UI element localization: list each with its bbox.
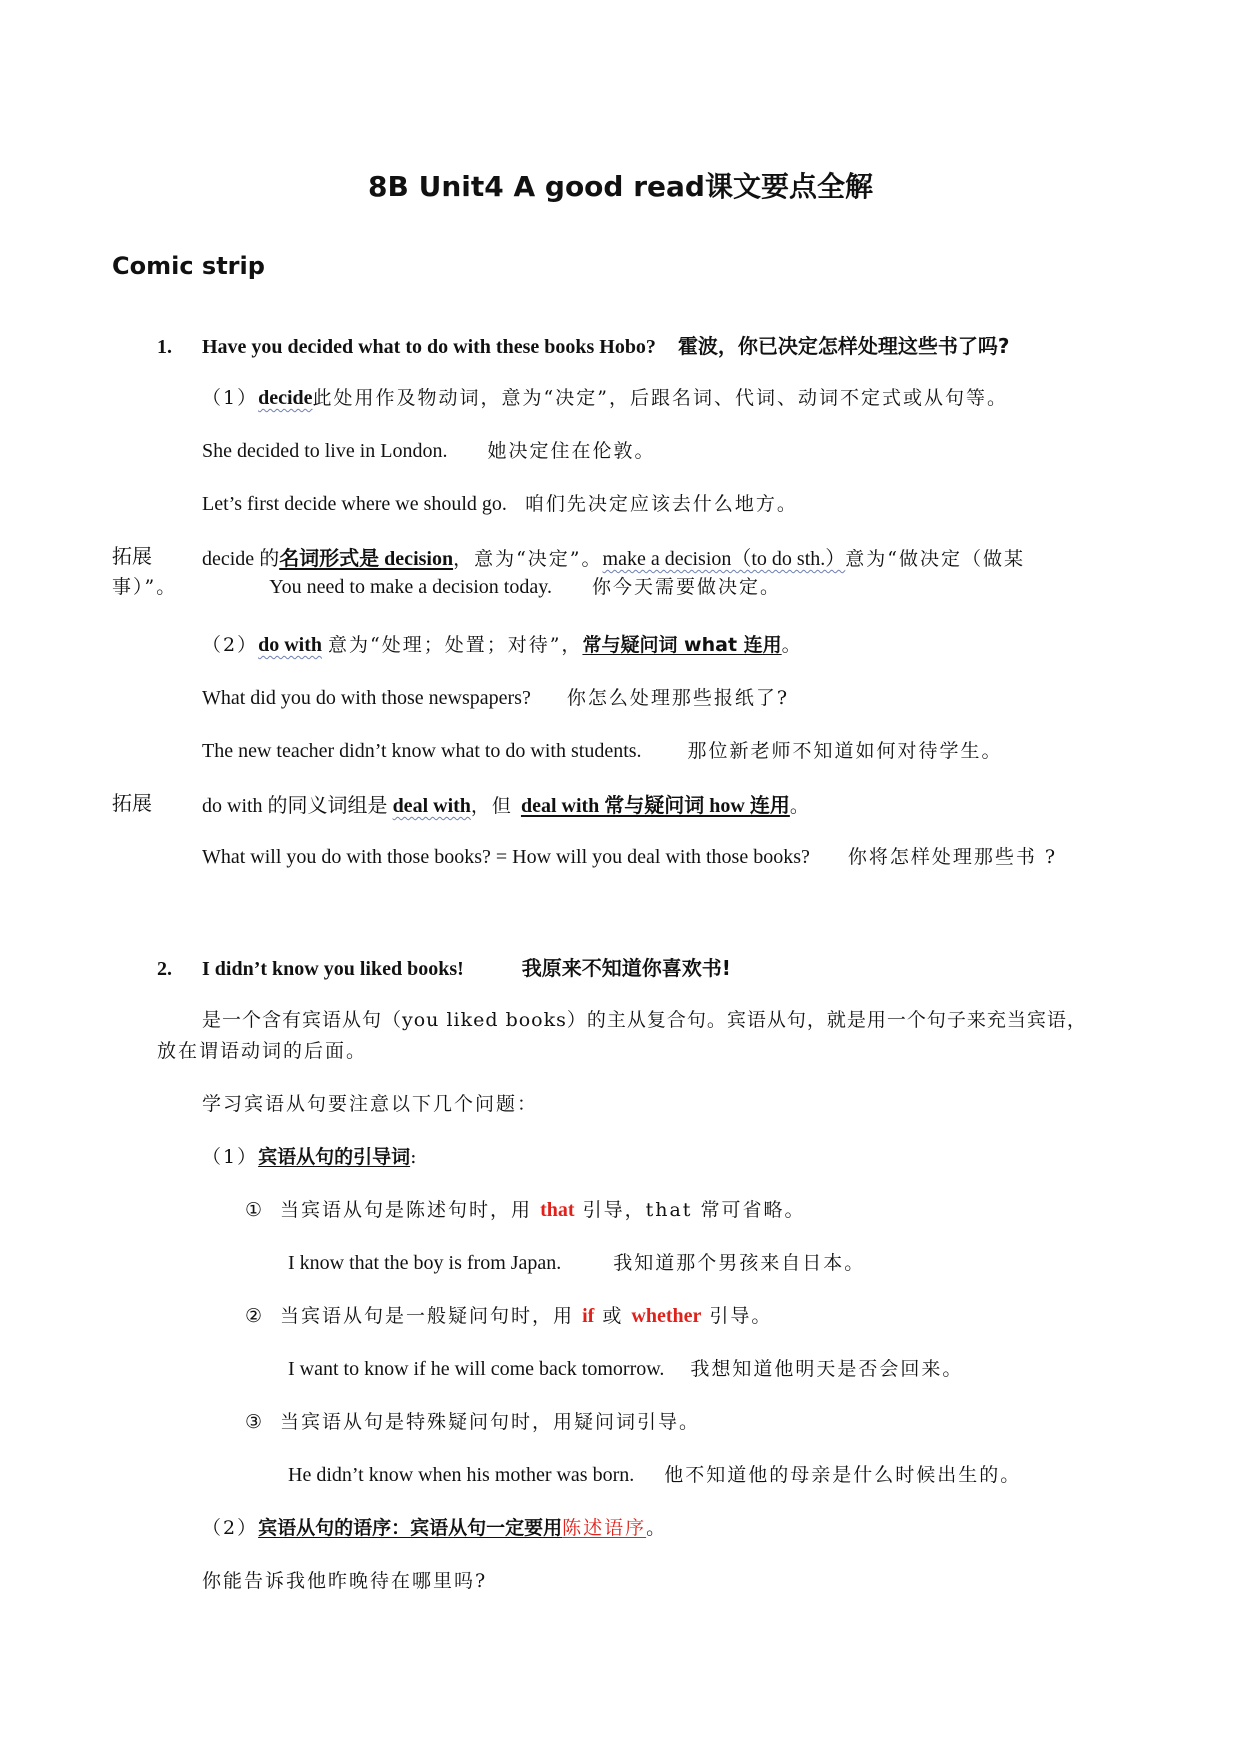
- subheading: 宾语从句的语序：宾语从句一定要用: [258, 1517, 563, 1539]
- q2-english: I didn’t know you liked books!: [202, 958, 464, 980]
- note-text: 学习宾语从句要注意以下几个问题：: [202, 1093, 539, 1115]
- q1-point1: [202, 383, 1008, 410]
- example-line: [288, 1460, 1021, 1487]
- extension-line: [202, 789, 811, 818]
- extension-text: 。: [789, 795, 811, 817]
- declarative-word-order: 陈述语序: [562, 1517, 647, 1539]
- example-english: You need to make a decision today.: [269, 576, 552, 598]
- extension-line: [202, 542, 1025, 571]
- point-text: 。: [646, 1517, 668, 1539]
- q2-chinese: 我原来不知道你喜欢书!: [521, 956, 731, 980]
- q2-heading: [157, 952, 731, 981]
- extension-text: do with 的同义词组是: [202, 795, 393, 817]
- example-line: [202, 736, 1003, 763]
- example-english: I want to know if he will come back tomorrow.: [288, 1358, 665, 1380]
- example-english: What did you do with those newspapers?: [202, 687, 531, 709]
- usage-note: deal with 常与疑问词 how 连用: [520, 795, 790, 817]
- point-prefix: （1）: [202, 1146, 259, 1168]
- case-marker: ②: [245, 1305, 265, 1327]
- case-3: [245, 1407, 700, 1434]
- extension-text: 意为“做决定（做某: [845, 548, 1025, 570]
- extension-text: 事）”。: [112, 576, 178, 598]
- example-chinese: 咱们先决定应该去什么地方。: [524, 493, 798, 515]
- point-prefix: （2）: [202, 1517, 259, 1539]
- case-text: 引导。: [701, 1305, 773, 1327]
- example-line: [202, 683, 789, 710]
- case-2: [245, 1301, 772, 1328]
- example-chinese: 他不知道他的母亲是什么时候出生的。: [664, 1464, 1022, 1486]
- q1-number: 1.: [157, 336, 172, 358]
- point-text: :: [410, 1146, 419, 1168]
- extension-text: ，意为“决定”。: [453, 548, 603, 570]
- point-text: 意为“处理；处置；对待”，: [328, 634, 583, 656]
- case-marker: ③: [245, 1411, 265, 1433]
- q2-intro-line2: [157, 1036, 367, 1063]
- example-english: I know that the boy is from Japan.: [288, 1252, 562, 1274]
- example-line: [288, 1354, 963, 1381]
- intro-text: 放在谓语动词的后面。: [157, 1040, 368, 1062]
- q1-heading: [157, 330, 1010, 359]
- q2-intro-line1: [202, 1005, 1087, 1032]
- keyword-deal-with: deal with: [392, 795, 471, 817]
- example-chinese: 我知道那个男孩来自日本。: [613, 1252, 866, 1274]
- extension-line-2: [112, 572, 781, 599]
- extension-label: 拓展: [112, 544, 152, 568]
- example-english: He didn’t know when his mother was born.: [288, 1464, 635, 1486]
- page-title: 8B Unit4 A good read课文要点全解: [368, 170, 873, 203]
- extension-text: decide 的: [202, 548, 280, 570]
- q2-note: [202, 1089, 538, 1116]
- question-text: 你能告诉我他昨晚待在哪里吗?: [202, 1570, 488, 1592]
- example-english: The new teacher didn’t know what to do with students.: [202, 740, 642, 762]
- extension-text: ，但: [470, 795, 521, 817]
- example-english: Let’s first decide where we should go.: [202, 493, 507, 515]
- example-chinese: 你今天需要做决定。: [591, 576, 781, 598]
- example-line: [202, 489, 798, 516]
- point-text: 此处用作及物动词，意为“决定”，后跟名词、代词、动词不定式或从句等。: [312, 387, 1008, 409]
- case-marker: ①: [245, 1199, 265, 1221]
- case-text: 当宾语从句是特殊疑问句时，用疑问词引导。: [280, 1411, 701, 1433]
- example-english: What will you do with those books? = How will you deal with those books?: [202, 846, 810, 868]
- example-chinese: 那位新老师不知道如何对待学生。: [687, 740, 1003, 762]
- subheading: 宾语从句的引导词: [258, 1146, 411, 1168]
- make-a-decision-phrase: make a decision（to do sth.）: [602, 548, 846, 570]
- example-line: [202, 436, 656, 463]
- example-english: She decided to live in London.: [202, 440, 448, 462]
- keyword-whether: whether: [631, 1305, 702, 1327]
- q1-english: Have you decided what to do with these books Hobo?: [202, 336, 656, 358]
- example-chinese: 她决定住在伦敦。: [487, 440, 656, 462]
- keyword-do-with: do with: [258, 634, 322, 656]
- case-text: 或: [594, 1305, 632, 1327]
- case-1: [245, 1195, 805, 1222]
- keyword-if: if: [582, 1305, 595, 1327]
- example-chinese: 你将怎样处理那些书 ?: [847, 846, 1058, 868]
- usage-note: 常与疑问词 what 连用: [582, 634, 782, 656]
- example-line: [288, 1248, 865, 1275]
- example-chinese: 我想知道他明天是否会回来。: [690, 1358, 964, 1380]
- section-heading: Comic strip: [112, 252, 265, 280]
- q2-heading-2: [202, 1513, 667, 1540]
- point-prefix: （2）: [202, 634, 259, 656]
- q1-point2: [202, 630, 803, 657]
- case-text: 引导，that 常可省略。: [574, 1199, 806, 1221]
- q1-chinese: 霍波，你已决定怎样处理这些书了吗?: [677, 334, 1010, 358]
- example-line: [202, 842, 1057, 869]
- example-chinese: 你怎么处理那些报纸了?: [566, 687, 790, 709]
- q2-last-line: [202, 1566, 487, 1593]
- intro-text: 是一个含有宾语从句（you liked books）的主从复合句。宾语从句，就是用一个句子来充当宾语，: [202, 1009, 1087, 1031]
- keyword-decide: decide: [258, 387, 313, 409]
- decision-noun: 名词形式是 decision: [279, 548, 454, 570]
- case-text: 当宾语从句是一般疑问句时，用: [280, 1305, 583, 1327]
- q2-number: 2.: [157, 958, 172, 980]
- keyword-that: that: [540, 1199, 575, 1221]
- extension-label: 拓展: [112, 791, 152, 815]
- q2-heading-1: [202, 1142, 419, 1169]
- point-prefix: （1）: [202, 387, 259, 409]
- case-text: 当宾语从句是陈述句时，用: [280, 1199, 541, 1221]
- point-text: 。: [781, 634, 803, 656]
